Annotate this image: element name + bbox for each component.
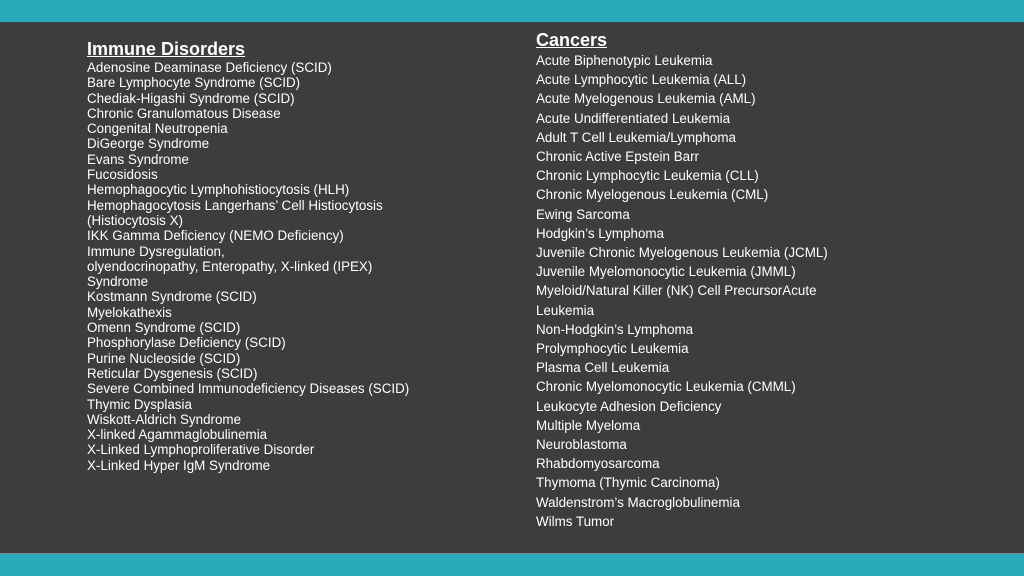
cancer-item: Adult T Cell Leukemia/Lymphoma xyxy=(536,129,736,145)
immune-disorder-item: Severe Combined Immunodeficiency Diseases (SCID) xyxy=(87,381,410,397)
cancer-item: Thymoma (Thymic Carcinoma) xyxy=(536,475,720,491)
immune-disorder-item: DiGeorge Syndrome xyxy=(87,136,210,152)
cancer-item: Leukocyte Adhesion Deficiency xyxy=(536,398,722,414)
immune-disorder-item: Fucosidosis xyxy=(87,167,158,183)
cancer-item: Myeloid/Natural Killer (NK) Cell PrecursorAcute xyxy=(536,283,817,299)
immune-disorder-item: X-Linked Lymphoproliferative Disorder xyxy=(87,442,315,458)
cancer-item: Rhabdomyosarcoma xyxy=(536,456,660,472)
cancer-item: Leukemia xyxy=(536,302,595,318)
immune-disorders-heading: Immune Disorders xyxy=(87,39,246,59)
cancer-item: Prolymphocytic Leukemia xyxy=(536,341,689,357)
cancer-item: Plasma Cell Leukemia xyxy=(536,360,670,376)
immune-disorder-item: Omenn Syndrome (SCID) xyxy=(87,320,241,336)
cancer-item: Non-Hodgkin’s Lymphoma xyxy=(536,321,694,337)
immune-disorder-item: Syndrome xyxy=(87,274,149,290)
immune-disorder-item: olyendocrinopathy, Enteropathy, X-linked (IPEX) xyxy=(87,258,373,274)
immune-disorder-item: Congenital Neutropenia xyxy=(87,121,228,137)
immune-disorder-item: Kostmann Syndrome (SCID) xyxy=(87,289,257,305)
cancer-item: Acute Undifferentiated Leukemia xyxy=(536,110,731,126)
immune-disorder-item: Adenosine Deaminase Deficiency (SCID) xyxy=(87,60,332,75)
immune-disorder-item: (Histiocytosis X) xyxy=(87,212,183,228)
immune-disorder-item: Immune Dysregulation, xyxy=(87,243,225,259)
immune-disorder-item: Chronic Granulomatous Disease xyxy=(87,105,281,121)
cancer-item: Hodgkin’s Lymphoma xyxy=(536,225,665,241)
immune-disorder-item: Chediak-Higashi Syndrome (SCID) xyxy=(87,90,295,106)
cancer-item: Acute Lymphocytic Leukemia (ALL) xyxy=(536,72,747,88)
cancer-item: Waldenstrom’s Macroglobulinemia xyxy=(536,494,740,510)
cancer-item: Chronic Myelogenous Leukemia (CML) xyxy=(536,187,769,203)
cancers-heading: Cancers xyxy=(536,30,608,50)
cancers-section xyxy=(536,29,956,531)
cancers-list xyxy=(536,51,956,531)
cancer-item: Ewing Sarcoma xyxy=(536,206,630,222)
cancer-item: Acute Myelogenous Leukemia (AML) xyxy=(536,91,756,107)
immune-disorder-item: X-linked Agammaglobulinemia xyxy=(87,427,268,443)
immune-disorder-item: Wiskott-Aldrich Syndrome xyxy=(87,411,242,427)
cancer-item: Multiple Myeloma xyxy=(536,417,641,433)
cancer-item: Acute Biphenotypic Leukemia xyxy=(536,53,713,68)
cancer-item: Juvenile Myelomonocytic Leukemia (JMML) xyxy=(536,264,796,280)
cancer-item: Chronic Active Epstein Barr xyxy=(536,149,699,165)
immune-disorder-item: Myelokathexis xyxy=(87,304,172,320)
immune-disorder-item: X-Linked Hyper IgM Syndrome xyxy=(87,457,271,473)
immune-disorder-item: Evans Syndrome xyxy=(87,151,189,167)
immune-disorder-item: Bare Lymphocyte Syndrome (SCID) xyxy=(87,75,301,91)
cancer-item: Juvenile Chronic Myelogenous Leukemia (JCML) xyxy=(536,245,828,261)
immune-disorder-item: Hemophagocytic Lymphohistiocytosis (HLH) xyxy=(87,182,350,198)
immune-disorders-list xyxy=(87,60,507,473)
immune-disorder-item: Phosphorylase Deficiency (SCID) xyxy=(87,335,286,351)
cancer-item: Wilms Tumor xyxy=(536,513,615,529)
bottom-accent-band xyxy=(0,553,1024,576)
immune-disorder-item: Reticular Dysgenesis (SCID) xyxy=(87,365,258,381)
top-accent-band xyxy=(0,0,1024,22)
immune-disorder-item: Thymic Dysplasia xyxy=(87,396,192,412)
cancer-item: Chronic Myelomonocytic Leukemia (CMML) xyxy=(536,379,796,395)
cancer-item: Chronic Lymphocytic Leukemia (CLL) xyxy=(536,168,759,184)
immune-disorder-item: Purine Nucleoside (SCID) xyxy=(87,350,241,366)
immune-disorders-section xyxy=(87,38,507,473)
immune-disorder-item: IKK Gamma Deficiency (NEMO Deficiency) xyxy=(87,228,344,244)
immune-disorder-item: Hemophagocytosis Langerhans’ Cell Histiocytosis xyxy=(87,197,383,213)
cancer-item: Neuroblastoma xyxy=(536,437,627,453)
